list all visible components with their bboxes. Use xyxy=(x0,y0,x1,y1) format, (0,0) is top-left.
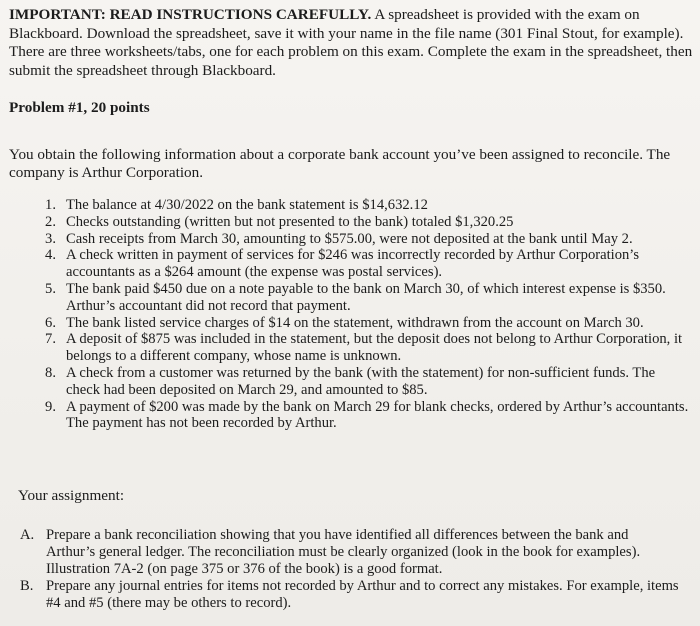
item-number: 5. xyxy=(45,280,56,297)
item-number: 2. xyxy=(45,213,56,230)
item-text: A deposit of $875 was included in the statement, but the deposit does not belong to Arthur Corporation, it belongs to a different company, whose name is unknown. xyxy=(66,331,683,365)
item-text: A check written in payment of services for $246 was incorrectly recorded by Arthur Corporation’s accountants as a $264 amount (the expense was postal services). xyxy=(66,247,640,281)
tasks-list xyxy=(20,527,680,612)
item-number: 7. xyxy=(45,331,56,348)
task-text: Prepare a bank reconciliation showing that you have identified all differences between the bank and Arthur’s general ledger. The reconciliation must be clearly organized (look in the book for examples). Illustration 7A-2 (on page 375 or 376 of the book) is a good format. xyxy=(46,527,641,577)
item-text: A payment of $200 was made by the bank on March 29 for blank checks, ordered by Arthur’s accountants. The payment has not been recorded by Arthur. xyxy=(66,398,689,432)
item-text: A check from a customer was returned by the bank (with the statement) for non-sufficient funds. The check had been deposited on March 29, and amounted to $85. xyxy=(66,364,656,398)
list-item xyxy=(30,331,690,365)
task-letter: B. xyxy=(20,578,34,594)
instructions-paragraph xyxy=(9,6,694,80)
item-text: The bank paid $450 due on a note payable to the bank on March 30, of which interest expense is $350. Arthur’s accountant did not record that payment. xyxy=(66,280,666,314)
item-number: 9. xyxy=(45,398,56,415)
facts-list xyxy=(30,197,690,432)
list-item xyxy=(30,315,690,332)
list-item xyxy=(30,281,690,315)
list-item xyxy=(30,231,690,248)
list-item xyxy=(30,247,690,281)
item-text: Cash receipts from March 30, amounting to $575.00, were not deposited at the bank until May 2. xyxy=(66,230,633,247)
list-item xyxy=(30,399,690,433)
item-text: The balance at 4/30/2022 on the bank statement is $14,632.12 xyxy=(66,197,428,213)
list-item xyxy=(30,197,690,214)
item-number: 8. xyxy=(45,364,56,381)
important-notice: IMPORTANT: READ INSTRUCTIONS CAREFULLY. xyxy=(9,6,372,23)
task-letter: A. xyxy=(20,527,35,543)
item-number: 3. xyxy=(45,230,56,247)
problem-heading: Problem #1, 20 points xyxy=(9,99,150,116)
item-number: 6. xyxy=(45,314,56,331)
task-text: Prepare any journal entries for items not recorded by Arthur and to correct any mistakes. For example, items #4 and #5 (there may be others to record). xyxy=(46,578,679,611)
item-text: Checks outstanding (written but not presented to the bank) totaled $1,320.25 xyxy=(66,213,514,230)
item-number: 1. xyxy=(45,197,56,213)
item-text: The bank listed service charges of $14 on the statement, withdrawn from the account on March 30. xyxy=(66,314,644,331)
instructions-text: A spreadsheet is provided with the exam on Blackboard. Download the spreadsheet, save it with your name in the file name (301 Final Stout, for example). There are three worksheets/tabs, one for each problem on this exam. Complete the exam in the spreadsheet, then submit the spreadsheet through Blackboard. xyxy=(9,6,693,79)
assignment-title: Your assignment: xyxy=(18,487,125,504)
list-item xyxy=(30,214,690,231)
list-item xyxy=(20,578,680,612)
problem-description: You obtain the following information about a corporate bank account you’ve been assigned to reconcile. The company is Arthur Corporation. xyxy=(9,146,671,181)
item-number: 4. xyxy=(45,247,56,264)
list-item xyxy=(20,527,680,578)
list-item xyxy=(30,365,690,399)
